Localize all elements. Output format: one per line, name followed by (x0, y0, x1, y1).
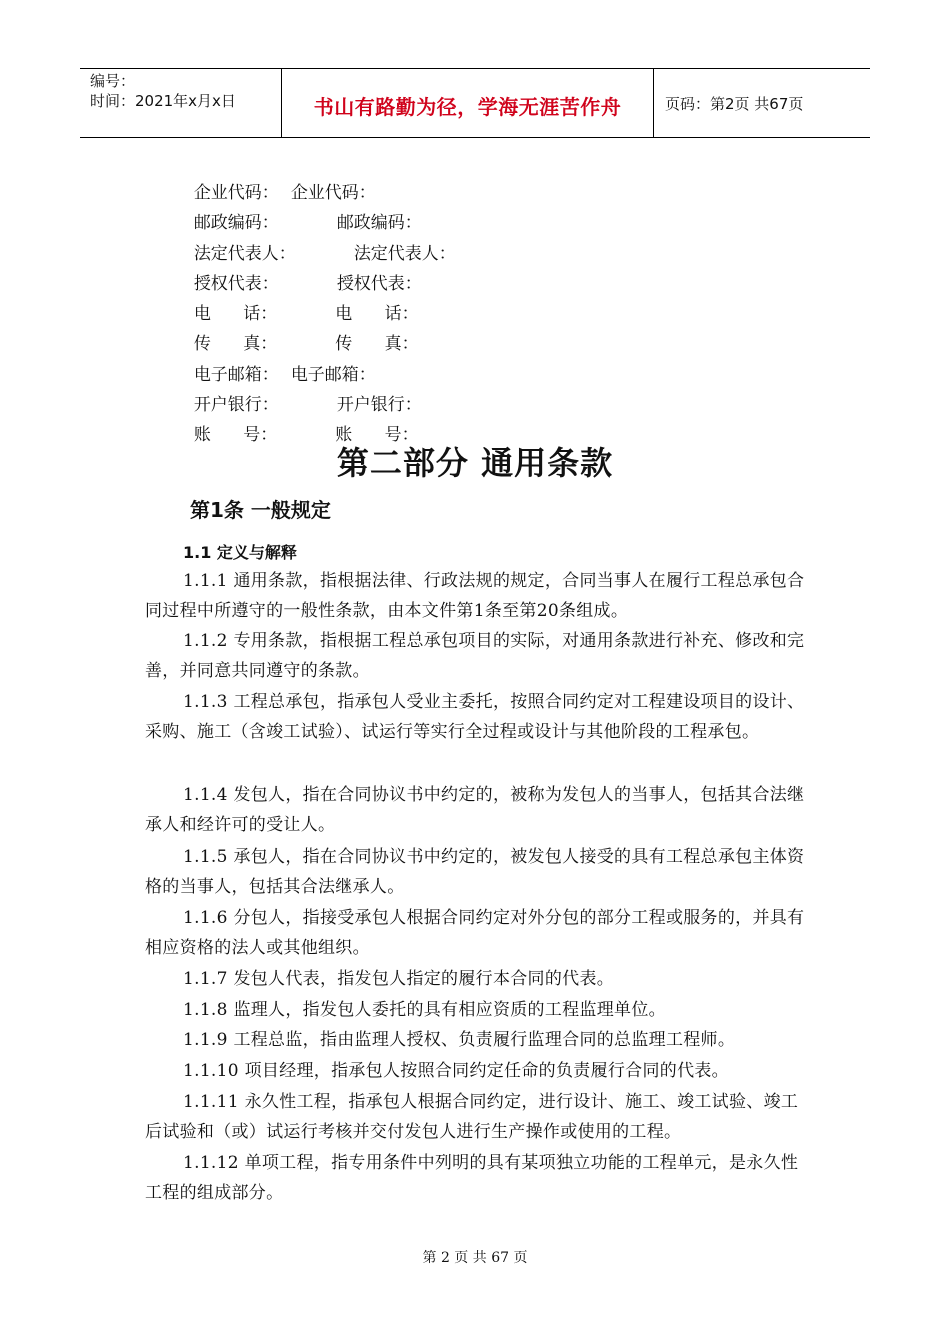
field-label-right: 邮政编码： (336, 213, 422, 233)
field-label-left: 电 话： (193, 304, 278, 324)
clause-paragraph: 1.1.6 分包人，指接受承包人根据合同约定对外分包的部分工程或服务的，并具有相应资格的法人或其他组织。 (145, 908, 805, 958)
page-footer: 第 2 页 共 67 页 (422, 1250, 528, 1266)
section-title: 1.1 定义与解释 (183, 543, 297, 562)
header-page-info: 页码：第2页 共67页 (665, 95, 804, 113)
field-label-left: 企业代码： (193, 183, 279, 203)
field-label-left: 传 真： (193, 334, 278, 354)
field-label-left: 法定代表人： (193, 244, 296, 264)
article-title: 第1条 一般规定 (190, 498, 331, 522)
field-label-left: 开户银行： (193, 395, 279, 415)
clause-paragraph: 1.1.8 监理人，指发包人委托的具有相应资质的工程监理单位。 (183, 1000, 666, 1020)
clause-paragraph: 1.1.5 承包人，指在合同协议书中约定的，被发包人接受的具有工程总承包主体资格的当事人，包括其合法继承人。 (145, 847, 805, 897)
header-motto: 书山有路勤为径，学海无涯苦作舟 (313, 95, 622, 119)
field-label-right: 开户银行： (336, 395, 422, 415)
field-label-right: 授权代表： (336, 274, 422, 294)
clause-paragraph: 1.1.2 专用条款，指根据工程总承包项目的实际，对通用条款进行补充、修改和完善，并同意共同遵守的条款。 (145, 631, 805, 681)
clause-paragraph: 1.1.11 永久性工程，指承包人根据合同约定，进行设计、施工、竣工试验、竣工后试验和（或）试运行考核并交付发包人进行生产操作或使用的工程。 (145, 1092, 799, 1142)
field-label-right: 电子邮箱： (290, 365, 376, 385)
field-label-left: 账 号： (193, 425, 278, 445)
part-title: 第二部分 通用条款 (336, 444, 614, 482)
field-label-right: 传 真： (335, 334, 419, 354)
field-label-right: 法定代表人： (353, 244, 456, 264)
page-header (80, 68, 870, 138)
clause-paragraph: 1.1.12 单项工程，指专用条件中列明的具有某项独立功能的工程单元，是永久性工程的组成部分。 (145, 1153, 799, 1203)
header-divider (653, 69, 654, 137)
clause-paragraph: 1.1.9 工程总监，指由监理人授权、负责履行监理合同的总监理工程师。 (183, 1030, 736, 1050)
field-label-left: 授权代表： (193, 274, 279, 294)
field-label-right: 企业代码： (290, 183, 376, 203)
field-label-left: 邮政编码： (193, 213, 279, 233)
field-label-left: 电子邮箱： (193, 365, 279, 385)
header-meta (90, 71, 236, 111)
field-label-right: 账 号： (335, 425, 419, 445)
document-number-label: 编号： (90, 72, 136, 90)
clause-paragraph: 1.1.10 项目经理，指承包人按照合同约定任命的负责履行合同的代表。 (183, 1061, 729, 1081)
clause-paragraph: 1.1.4 发包人，指在合同协议书中约定的，被称为发包人的当事人，包括其合法继承人和经许可的受让人。 (145, 785, 805, 835)
clause-paragraph: 1.1.7 发包人代表，指发包人指定的履行本合同的代表。 (183, 969, 615, 989)
field-label-right: 电 话： (335, 304, 419, 324)
document-date-label: 时间：2021年x月x日 (90, 92, 236, 110)
clause-paragraph: 1.1.3 工程总承包，指承包人受业主委托，按照合同约定对工程建设项目的设计、采购、施工（含竣工试验）、试运行等实行全过程或设计与其他阶段的工程承包。 (145, 692, 805, 742)
clause-paragraph: 1.1.1 通用条款，指根据法律、行政法规的规定，合同当事人在履行工程总承包合同过程中所遵守的一般性条款，由本文件第1条至第20条组成。 (145, 571, 805, 621)
